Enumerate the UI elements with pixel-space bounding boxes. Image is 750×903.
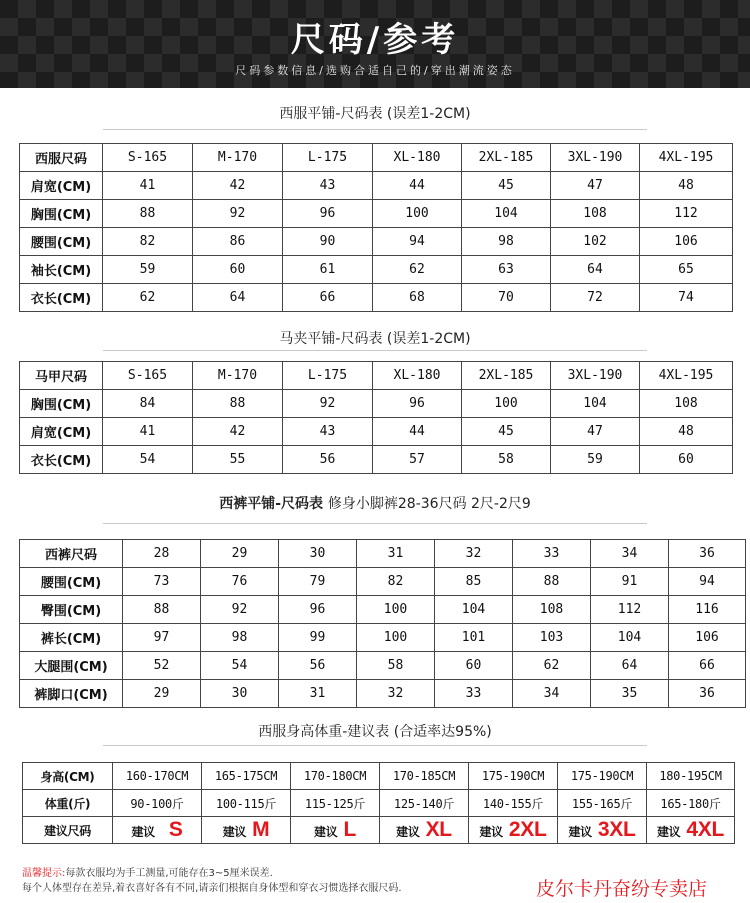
- size-header-cell: 3XL-190: [551, 362, 640, 390]
- measurement-cell: 44: [373, 172, 462, 200]
- pants-size-table: [19, 539, 746, 708]
- measurement-cell: 98: [462, 228, 551, 256]
- size-header-cell: 29: [201, 540, 279, 568]
- measurement-cell: 29: [123, 680, 201, 708]
- suggest-prefix: 建议: [396, 825, 420, 839]
- suggested-size-value: 4XL: [686, 818, 725, 841]
- pants-title-rest: 修身小脚裤28-36尺码 2尺-2尺9: [327, 496, 531, 512]
- measurement-cell: 58: [462, 446, 551, 474]
- table-row: [20, 680, 746, 708]
- table-header-row: [20, 362, 733, 390]
- measurement-cell: 92: [283, 390, 373, 418]
- measurement-cell: 36: [669, 680, 746, 708]
- measurement-cell: 65: [640, 256, 733, 284]
- measurement-cell: 64: [193, 284, 283, 312]
- suggested-size-cell: [469, 817, 558, 844]
- suggested-size-cell: [291, 817, 380, 844]
- suggest-section-title: 西服身高体重-建议表 (合适率达95%): [258, 724, 492, 740]
- measurement-label-cell: 肩宽(CM): [20, 418, 103, 446]
- header-banner: [0, 0, 750, 88]
- size-header-cell: XL-180: [373, 144, 462, 172]
- size-header-cell: 32: [435, 540, 513, 568]
- measurement-cell: 31: [279, 680, 357, 708]
- vest-size-table: [19, 361, 733, 474]
- size-header-cell: 3XL-190: [551, 144, 640, 172]
- size-header-cell: M-170: [193, 362, 283, 390]
- measurement-cell: 44: [373, 418, 462, 446]
- measurement-label-cell: 胸围(CM): [20, 200, 103, 228]
- suggested-size-value: XL: [425, 818, 452, 841]
- tip-label: 温馨提示:: [22, 868, 66, 879]
- measurement-cell: 66: [283, 284, 373, 312]
- measurement-cell: 62: [103, 284, 193, 312]
- size-header-cell: 2XL-185: [462, 144, 551, 172]
- suggested-size-value: L: [343, 818, 356, 841]
- size-header-cell: 2XL-185: [462, 362, 551, 390]
- size-header-cell: 34: [591, 540, 669, 568]
- measurement-cell: 102: [551, 228, 640, 256]
- measurement-cell: 54: [103, 446, 193, 474]
- measurement-cell: 54: [201, 652, 279, 680]
- tip-line-2: 每个人体型存在差异,着衣喜好各有不同,请亲们根据自身体型和穿衣习惯选择衣服尺码.: [22, 883, 402, 894]
- measurement-cell: 32: [357, 680, 435, 708]
- range-cell: 175-190CM: [469, 763, 558, 790]
- measurement-cell: 61: [283, 256, 373, 284]
- measurement-cell: 88: [193, 390, 283, 418]
- table-row: [20, 596, 746, 624]
- measurement-cell: 88: [123, 596, 201, 624]
- table-row: [20, 256, 733, 284]
- section-divider: [103, 350, 647, 351]
- size-header-cell: S-165: [103, 144, 193, 172]
- measurement-label-cell: 臀围(CM): [20, 596, 123, 624]
- size-header-cell: 30: [279, 540, 357, 568]
- measurement-cell: 48: [640, 418, 733, 446]
- range-cell: 165-175CM: [202, 763, 291, 790]
- range-cell: 180-195CM: [647, 763, 735, 790]
- measurement-cell: 88: [513, 568, 591, 596]
- size-header-cell: S-165: [103, 362, 193, 390]
- measurement-cell: 108: [513, 596, 591, 624]
- suggest-prefix: 建议: [656, 825, 681, 839]
- range-cell: 90-100斤: [113, 790, 202, 817]
- section-divider: [103, 523, 647, 524]
- measurement-cell: 59: [551, 446, 640, 474]
- measurement-cell: 92: [193, 200, 283, 228]
- measurement-cell: 41: [103, 418, 193, 446]
- suggested-size-row: [23, 817, 735, 844]
- banner-subtitle: 尺码参数信息/选购合适自己的/穿出潮流姿态: [235, 64, 515, 77]
- measurement-cell: 63: [462, 256, 551, 284]
- measurement-cell: 45: [462, 172, 551, 200]
- banner-title: 尺码/参考: [290, 20, 460, 60]
- size-header-cell: L-175: [283, 362, 373, 390]
- measurement-cell: 52: [123, 652, 201, 680]
- measurement-cell: 82: [103, 228, 193, 256]
- measurement-cell: 100: [462, 390, 551, 418]
- measurement-cell: 74: [640, 284, 733, 312]
- table-row: [20, 284, 733, 312]
- vest-section-title: 马夹平铺-尺码表 (误差1-2CM): [279, 331, 471, 347]
- size-label-cell: 马甲尺码: [20, 362, 103, 390]
- row-label-cell: 体重(斤): [23, 790, 113, 817]
- measurement-cell: 91: [591, 568, 669, 596]
- measurement-cell: 106: [640, 228, 733, 256]
- suggest-prefix: 建议: [131, 825, 155, 839]
- measurement-cell: 104: [591, 624, 669, 652]
- suit-section-title: 西服平铺-尺码表 (误差1-2CM): [279, 106, 471, 122]
- measurement-cell: 43: [283, 418, 373, 446]
- measurement-label-cell: 衣长(CM): [20, 446, 103, 474]
- range-cell: 160-170CM: [113, 763, 202, 790]
- measurement-cell: 42: [193, 418, 283, 446]
- measurement-cell: 96: [283, 200, 373, 228]
- measurement-cell: 94: [373, 228, 462, 256]
- measurement-cell: 98: [201, 624, 279, 652]
- measurement-cell: 116: [669, 596, 746, 624]
- suggested-size-label: 建议尺码: [23, 817, 113, 844]
- table-header-row: [20, 540, 746, 568]
- table-row: [20, 418, 733, 446]
- section-divider: [103, 745, 647, 746]
- measurement-cell: 70: [462, 284, 551, 312]
- suggest-prefix: 建议: [568, 825, 592, 839]
- table-row: [20, 228, 733, 256]
- measurement-cell: 103: [513, 624, 591, 652]
- suit-size-table: [19, 143, 733, 312]
- measurement-cell: 62: [513, 652, 591, 680]
- tip-text-1: 每款衣服均为手工测量,可能存在3~5厘米误差.: [65, 868, 273, 879]
- measurement-label-cell: 袖长(CM): [20, 256, 103, 284]
- measurement-cell: 57: [373, 446, 462, 474]
- suggested-size-cell: [202, 817, 291, 844]
- suggested-size-value: S: [168, 818, 183, 841]
- measurement-cell: 47: [551, 418, 640, 446]
- size-header-cell: 28: [123, 540, 201, 568]
- measurement-cell: 97: [123, 624, 201, 652]
- measurement-cell: 112: [640, 200, 733, 228]
- pants-title-main: 西裤平铺-尺码表: [219, 496, 324, 512]
- weight-row: [23, 790, 735, 817]
- measurement-cell: 55: [193, 446, 283, 474]
- table-header-row: [20, 144, 733, 172]
- range-cell: 125-140斤: [380, 790, 469, 817]
- measurement-cell: 96: [373, 390, 462, 418]
- range-cell: 175-190CM: [558, 763, 647, 790]
- range-cell: 115-125斤: [291, 790, 380, 817]
- size-header-cell: 36: [669, 540, 746, 568]
- measurement-cell: 41: [103, 172, 193, 200]
- measurement-cell: 66: [669, 652, 746, 680]
- measurement-cell: 79: [279, 568, 357, 596]
- measurement-cell: 64: [551, 256, 640, 284]
- suggested-size-cell: [113, 817, 202, 844]
- measurement-cell: 30: [201, 680, 279, 708]
- measurement-cell: 59: [103, 256, 193, 284]
- measurement-cell: 48: [640, 172, 733, 200]
- suggest-size-table: [22, 762, 735, 844]
- measurement-cell: 104: [435, 596, 513, 624]
- measurement-cell: 47: [551, 172, 640, 200]
- measurement-cell: 94: [669, 568, 746, 596]
- measurement-cell: 68: [373, 284, 462, 312]
- measurement-cell: 101: [435, 624, 513, 652]
- range-cell: 100-115斤: [202, 790, 291, 817]
- section-divider: [103, 129, 647, 130]
- measurement-cell: 62: [373, 256, 462, 284]
- size-header-cell: XL-180: [373, 362, 462, 390]
- height-row: [23, 763, 735, 790]
- measurement-cell: 100: [373, 200, 462, 228]
- measurement-cell: 58: [357, 652, 435, 680]
- measurement-cell: 92: [201, 596, 279, 624]
- range-cell: 155-165斤: [558, 790, 647, 817]
- measurement-cell: 60: [435, 652, 513, 680]
- measurement-cell: 84: [103, 390, 193, 418]
- measurement-label-cell: 腰围(CM): [20, 228, 103, 256]
- size-header-cell: 33: [513, 540, 591, 568]
- suggested-size-cell: [647, 817, 735, 844]
- suggest-prefix: 建议: [314, 825, 338, 839]
- measurement-cell: 104: [462, 200, 551, 228]
- measurement-label-cell: 腰围(CM): [20, 568, 123, 596]
- measurement-cell: 100: [357, 624, 435, 652]
- measurement-cell: 99: [279, 624, 357, 652]
- range-cell: 165-180斤: [647, 790, 735, 817]
- range-cell: 170-185CM: [380, 763, 469, 790]
- measurement-cell: 60: [640, 446, 733, 474]
- range-cell: 140-155斤: [469, 790, 558, 817]
- table-row: [20, 172, 733, 200]
- range-cell: 170-180CM: [291, 763, 380, 790]
- measurement-cell: 96: [279, 596, 357, 624]
- table-row: [20, 568, 746, 596]
- suggested-size-value: 3XL: [597, 818, 636, 841]
- table-row: [20, 446, 733, 474]
- measurement-cell: 42: [193, 172, 283, 200]
- pants-section-title: [0, 493, 750, 513]
- suggested-size-value: 2XL: [508, 818, 547, 841]
- measurement-cell: 73: [123, 568, 201, 596]
- measurement-label-cell: 裤长(CM): [20, 624, 123, 652]
- size-header-cell: L-175: [283, 144, 373, 172]
- measurement-label-cell: 衣长(CM): [20, 284, 103, 312]
- size-header-cell: 4XL-195: [640, 362, 733, 390]
- measurement-cell: 86: [193, 228, 283, 256]
- suggested-size-cell: [558, 817, 647, 844]
- row-label-cell: 身高(CM): [23, 763, 113, 790]
- size-header-cell: M-170: [193, 144, 283, 172]
- suggest-prefix: 建议: [479, 825, 503, 839]
- measurement-cell: 108: [551, 200, 640, 228]
- size-header-cell: 4XL-195: [640, 144, 733, 172]
- measurement-cell: 60: [193, 256, 283, 284]
- measurement-cell: 64: [591, 652, 669, 680]
- table-row: [20, 652, 746, 680]
- suggested-size-value: M: [252, 818, 270, 841]
- measurement-cell: 112: [591, 596, 669, 624]
- suggested-size-cell: [380, 817, 469, 844]
- measurement-cell: 100: [357, 596, 435, 624]
- measurement-label-cell: 裤脚口(CM): [20, 680, 123, 708]
- size-label-cell: 西服尺码: [20, 144, 103, 172]
- measurement-cell: 106: [669, 624, 746, 652]
- measurement-cell: 56: [279, 652, 357, 680]
- measurement-cell: 108: [640, 390, 733, 418]
- size-label-cell: 西裤尺码: [20, 540, 123, 568]
- table-row: [20, 624, 746, 652]
- measurement-cell: 76: [201, 568, 279, 596]
- measurement-cell: 33: [435, 680, 513, 708]
- measurement-label-cell: 肩宽(CM): [20, 172, 103, 200]
- measurement-cell: 85: [435, 568, 513, 596]
- measurement-label-cell: 大腿围(CM): [20, 652, 123, 680]
- size-header-cell: 31: [357, 540, 435, 568]
- measurement-cell: 45: [462, 418, 551, 446]
- measurement-cell: 34: [513, 680, 591, 708]
- measurement-cell: 72: [551, 284, 640, 312]
- measurement-cell: 104: [551, 390, 640, 418]
- shop-name: 皮尔卡丹奋纷专卖店: [536, 878, 708, 900]
- table-row: [20, 200, 733, 228]
- table-row: [20, 390, 733, 418]
- measurement-label-cell: 胸围(CM): [20, 390, 103, 418]
- suggest-prefix: 建议: [222, 825, 247, 839]
- measurement-cell: 90: [283, 228, 373, 256]
- measurement-cell: 35: [591, 680, 669, 708]
- measurement-cell: 82: [357, 568, 435, 596]
- measurement-cell: 43: [283, 172, 373, 200]
- tip-line-1: [22, 864, 273, 879]
- measurement-cell: 88: [103, 200, 193, 228]
- measurement-cell: 56: [283, 446, 373, 474]
